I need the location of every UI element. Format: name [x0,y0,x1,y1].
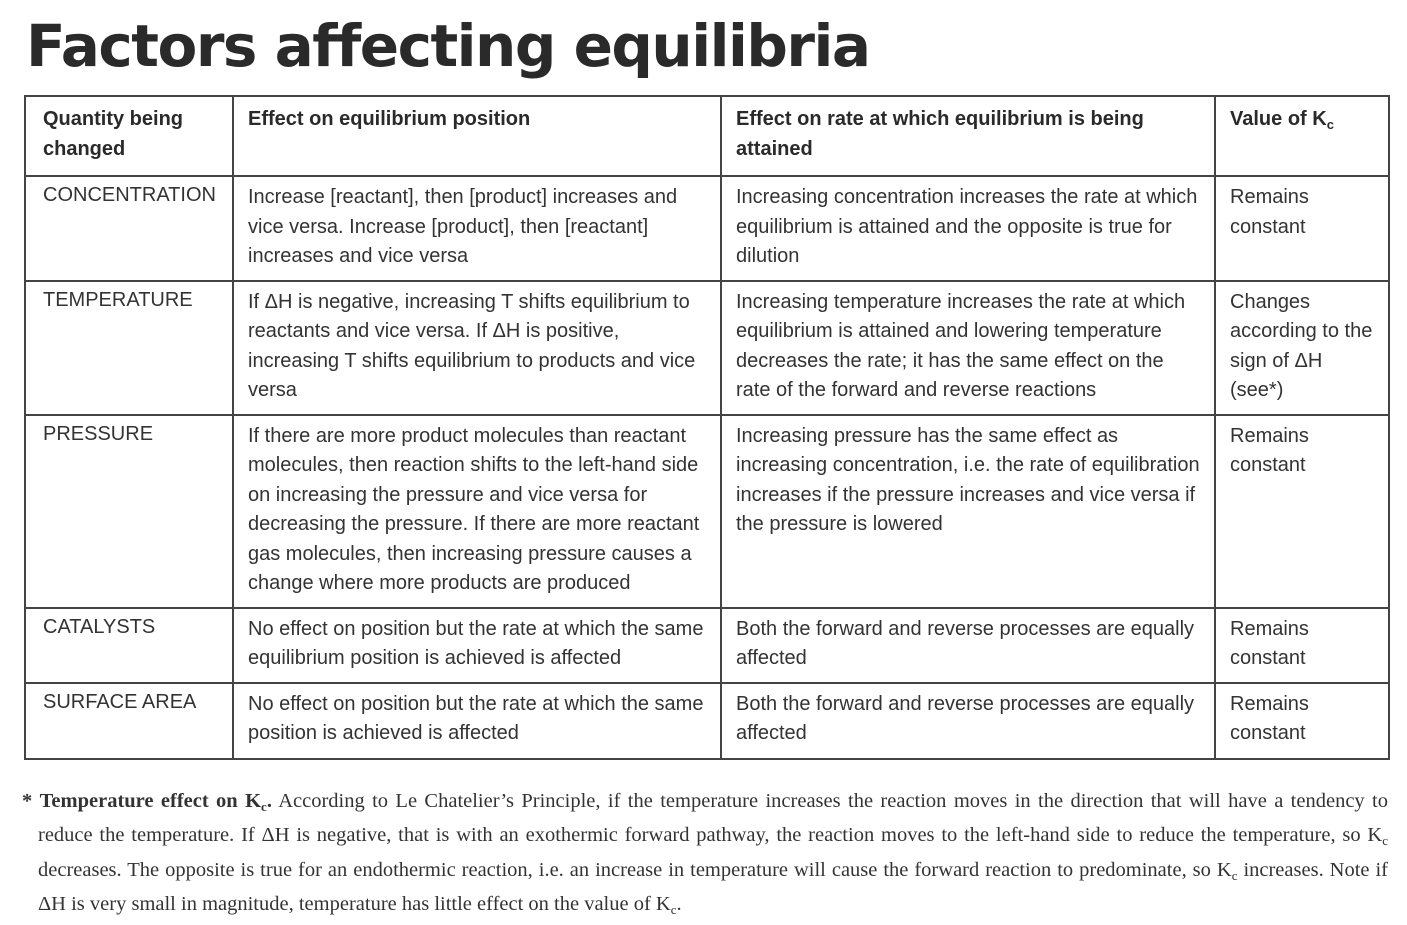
row-quantity: PRESSURE [25,415,233,608]
table-row [25,176,1389,281]
row-rate-effect: Increasing pressure has the same effect as increasing concentration, i.e. the rate of equilibration increases if the pressure increases and vice versa if the pressure is lowered [721,415,1215,608]
row-rate-effect: Increasing temperature increases the rate at which equilibrium is attained and lowering temperature decreases the rate; it has the same effect on the rate of the forward and reverse reactions [721,281,1215,415]
row-kc-value: Changes according to the sign of ΔH (see*) [1215,281,1389,415]
footnote-text-4: . [676,893,682,915]
footnote-text-2: decreases. The opposite is true for an endothermic reaction, i.e. an increase in temperature will cause the forward reaction to predominate, so K [38,858,1232,881]
row-kc-value: Remains constant [1215,415,1389,608]
factors-table [24,95,1390,760]
row-position-effect: No effect on position but the rate at which the same position is achieved is affected [233,683,721,759]
header-quantity: Quantity being changed [25,96,233,176]
factors-table-container [24,95,1388,760]
footnote-asterisk: * [22,789,33,812]
row-rate-effect: Increasing concentration increases the rate at which equilibrium is attained and the opposite is true for dilution [721,176,1215,281]
footnote-heading [40,790,272,812]
row-kc-value: Remains constant [1215,683,1389,759]
row-quantity: SURFACE AREA [25,683,233,759]
table-row [25,415,1389,608]
footnote-heading-period: . [266,789,272,812]
row-rate-effect: Both the forward and reverse processes are equally affected [721,683,1215,759]
row-kc-value: Remains constant [1215,608,1389,683]
table-row [25,683,1389,759]
footnote [22,787,1388,925]
row-quantity: CONCENTRATION [25,176,233,281]
header-kc [1215,96,1389,176]
table-row [25,281,1389,415]
row-position-effect: If there are more product molecules than reactant molecules, then reaction shifts to the left-hand side on increasing the pressure and vice versa for decreasing the pressure. If there are more reactant gas molecules, then increasing pressure causes a change where more products are produced [233,415,721,608]
footnote-heading-text: Temperature effect on K [39,789,262,812]
table-row [25,608,1389,683]
page-title: Factors affecting equilibria [26,12,870,80]
row-rate-effect: Both the forward and reverse processes are equally affected [721,608,1215,683]
header-kc-label: Value of K [1230,108,1327,130]
footnote-subscript-3: c [670,902,677,917]
table-header-row [25,96,1389,176]
header-rate: Effect on rate at which equilibrium is being attained [721,96,1215,176]
footnote-text-3: increases. Note if ΔH is very small in magnitude, temperature has little effect on the value of K [38,858,1389,915]
row-quantity: CATALYSTS [25,608,233,683]
footnote-heading-subscript: c [261,798,267,814]
row-position-effect: Increase [reactant], then [product] increases and vice versa. Increase [product], then [reactant] increases and vice versa [233,176,721,281]
footnote-text-1: According to Le Chatelier’s Principle, if the temperature increases the reaction moves in the direction that will have a tendency to reduce the temperature. If ΔH is negative, that is with an exothermic forward pathway, the reaction moves to the left-hand side to reduce the temperature, so K [38,789,1388,846]
row-position-effect: No effect on position but the rate at which the same equilibrium position is achieved is affected [233,608,721,683]
header-kc-subscript: c [1326,117,1334,132]
row-quantity: TEMPERATURE [25,281,233,415]
row-kc-value: Remains constant [1215,176,1389,281]
row-position-effect: If ΔH is negative, increasing T shifts equilibrium to reactants and vice versa. If ΔH is positive, increasing T shifts equilibrium to products and vice versa [233,281,721,415]
footnote-subscript-1: c [1382,833,1388,848]
footnote-subscript-2: c [1231,867,1238,883]
header-position: Effect on equilibrium position [233,96,721,176]
